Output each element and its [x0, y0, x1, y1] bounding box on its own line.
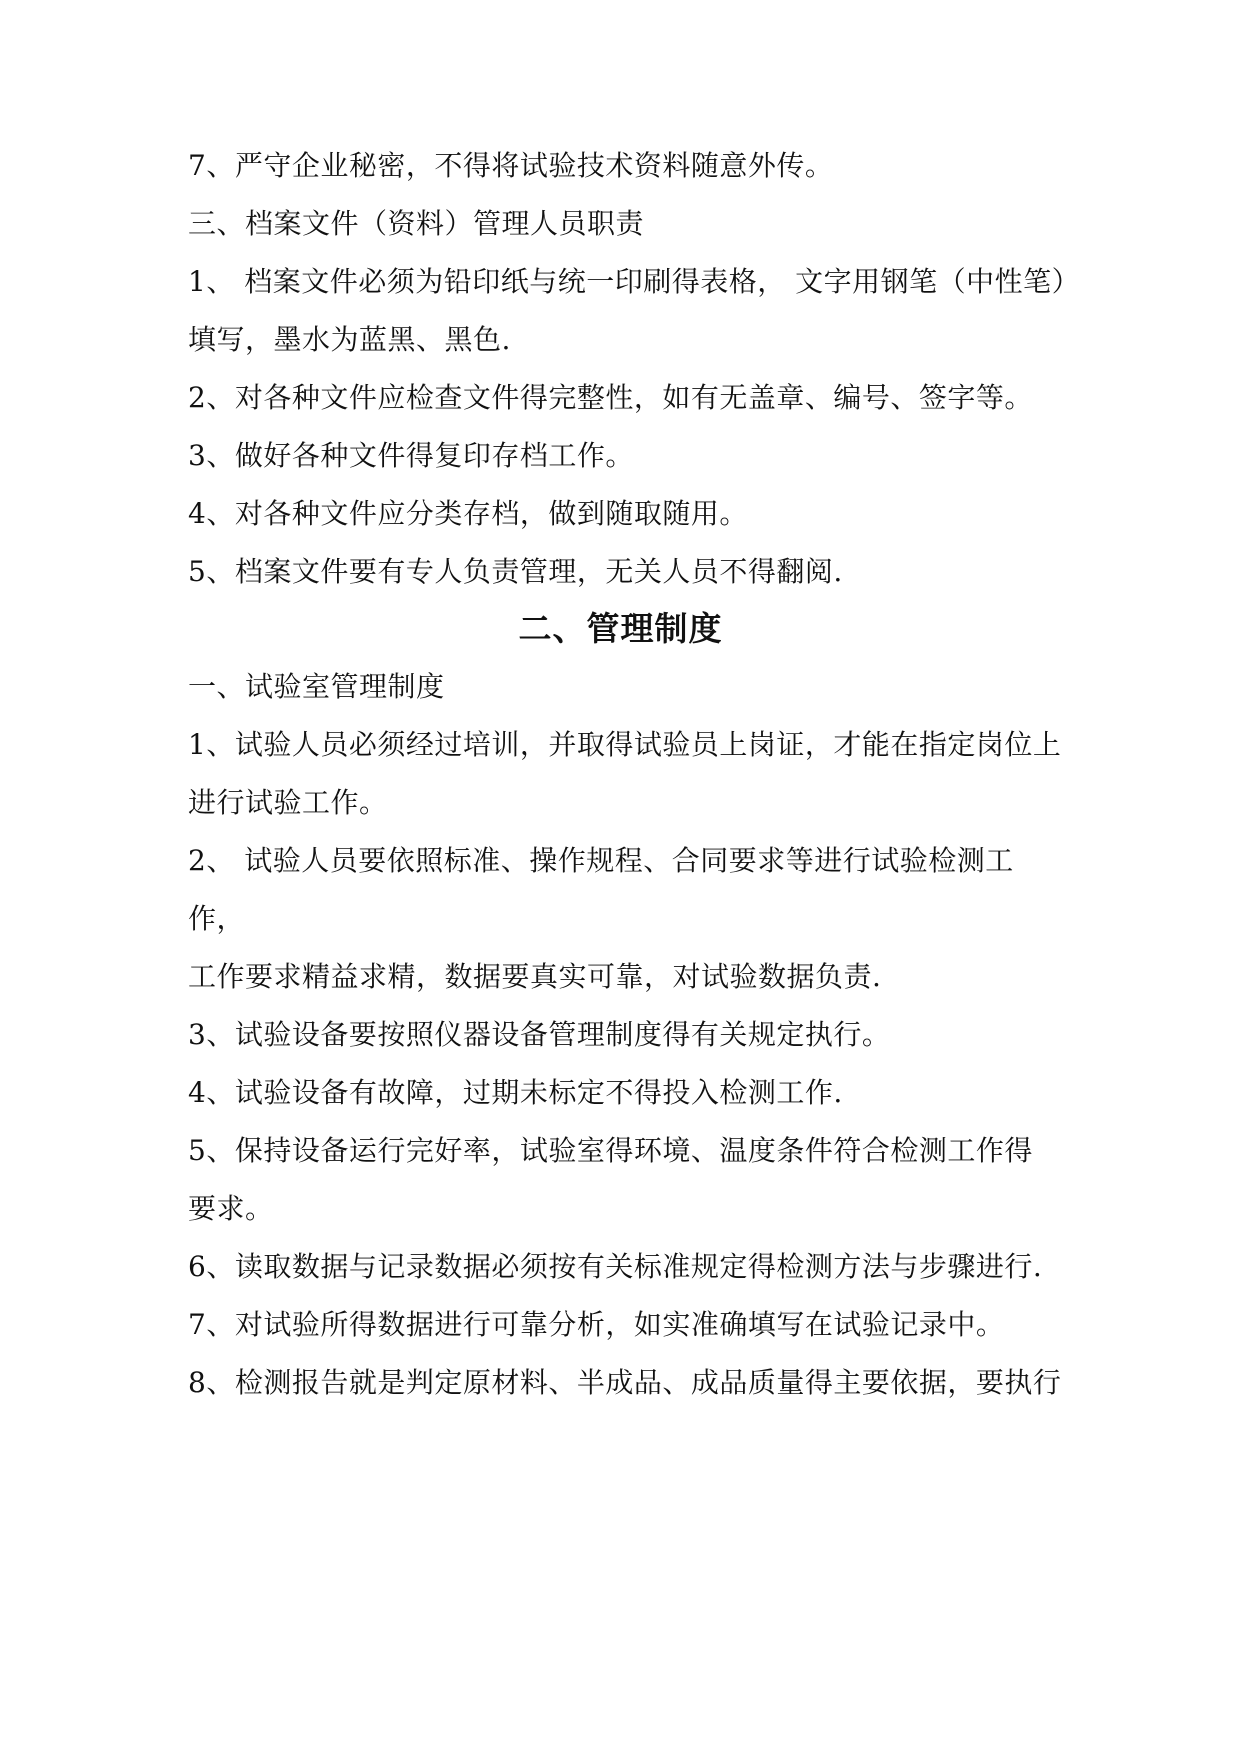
- paragraph-line: 7、对试验所得数据进行可靠分析，如实准确填写在试验记录中。: [188, 1308, 1005, 1341]
- paragraph-line: 4、对各种文件应分类存档，做到随取随用。: [188, 497, 748, 530]
- section-heading: 二、管理制度: [518, 609, 723, 648]
- paragraph-line: 2、对各种文件应检查文件得完整性，如有无盖章、编号、签字等。: [188, 381, 1033, 414]
- paragraph-line: 5、档案文件要有专人负责管理，无关人员不得翻阅.: [188, 555, 843, 588]
- paragraph-line: 要求。: [188, 1192, 274, 1225]
- paragraph-line: 8、检测报告就是判定原材料、半成品、成品质量得主要依据，要执行: [188, 1366, 1062, 1399]
- paragraph-line: 3、试验设备要按照仪器设备管理制度得有关规定执行。: [188, 1018, 891, 1051]
- paragraph-line: 1、 档案文件必须为铅印纸与统一印刷得表格， 文字用钢笔（中性笔）: [188, 265, 1081, 298]
- section-subheading: 三、档案文件（资料）管理人员职责: [188, 207, 645, 240]
- paragraph-line: 作，: [188, 902, 246, 935]
- paragraph-line: 7、严守企业秘密，不得将试验技术资料随意外传。: [188, 149, 834, 182]
- paragraph-line: 2、 试验人员要依照标准、操作规程、合同要求等进行试验检测工: [188, 844, 1014, 877]
- paragraph-line: 6、读取数据与记录数据必须按有关标准规定得检测方法与步骤进行.: [188, 1250, 1043, 1283]
- paragraph-line: 3、做好各种文件得复印存档工作。: [188, 439, 634, 472]
- paragraph-line: 5、保持设备运行完好率，试验室得环境、温度条件符合检测工作得: [188, 1134, 1033, 1167]
- paragraph-line: 进行试验工作。: [188, 786, 388, 819]
- paragraph-line: 工作要求精益求精，数据要真实可靠，对试验数据负责.: [188, 960, 882, 993]
- paragraph-line: 1、试验人员必须经过培训，并取得试验员上岗证，才能在指定岗位上: [188, 728, 1062, 761]
- paragraph-line: 填写，墨水为蓝黑、黑色.: [188, 323, 511, 356]
- section-subheading: 一、试验室管理制度: [188, 670, 445, 703]
- paragraph-line: 4、试验设备有故障，过期未标定不得投入检测工作.: [188, 1076, 843, 1109]
